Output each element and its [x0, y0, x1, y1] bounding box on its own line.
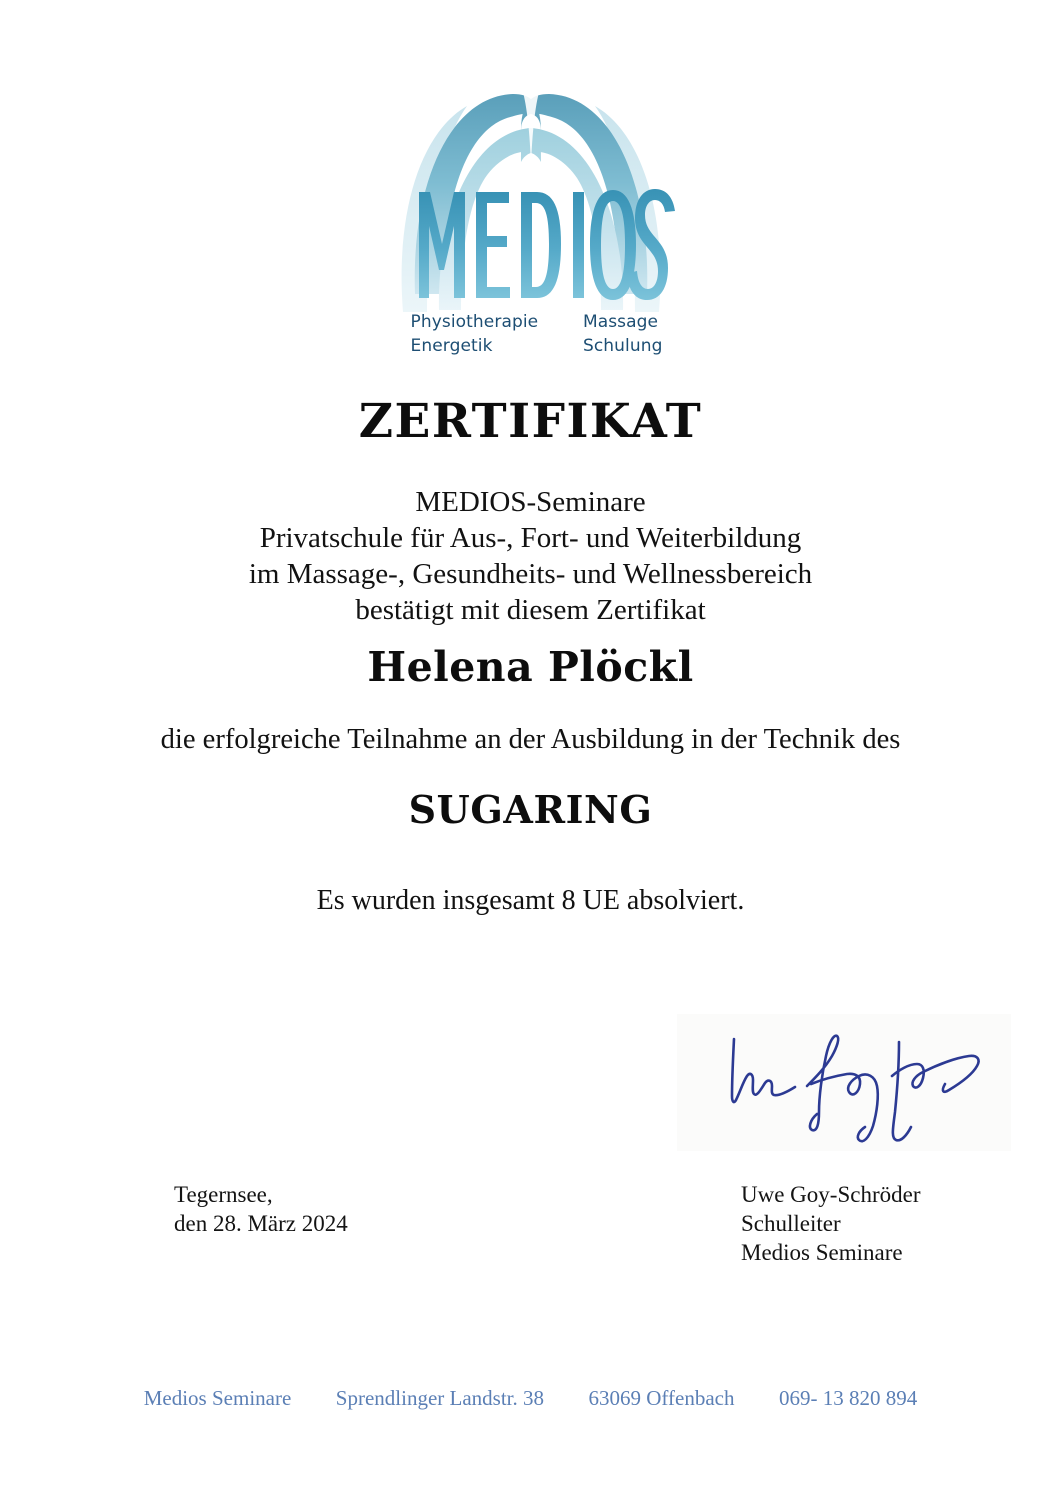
- footer-street: Sprendlinger Landstr. 38: [335, 1386, 545, 1410]
- logo-caption-massage: Massage: [582, 312, 659, 332]
- place: Tegernsee,: [174, 1182, 273, 1207]
- logo-caption-right: [583, 310, 681, 358]
- signature-image: [677, 1014, 1011, 1151]
- footer-city: 63069 Offenbach: [588, 1386, 735, 1410]
- medios-logo: [0, 62, 1061, 372]
- logo-caption-energetik: Energetik: [410, 336, 493, 357]
- handwritten-signature-icon: [677, 1014, 1011, 1151]
- signer-role: Schulleiter: [741, 1211, 841, 1236]
- logo-caption-schulung: Schulung: [582, 336, 663, 357]
- footer-organization: Medios Seminare: [143, 1386, 292, 1410]
- signer-name: Uwe Goy-Schröder: [741, 1182, 921, 1207]
- intro-line-3: im Massage-, Gesundheits- und Wellnessbereich: [248, 558, 813, 590]
- logo-inner: [381, 62, 681, 372]
- certificate-intro: [0, 484, 1061, 628]
- place-and-date: [174, 1180, 348, 1238]
- logo-caption-physiotherapie: Physiotherapie: [410, 312, 539, 332]
- footer-phone: 069- 13 820 894: [779, 1386, 918, 1410]
- certificate-title: ZERTIFIKAT: [358, 394, 703, 449]
- signer-organization: Medios Seminare: [741, 1240, 903, 1265]
- date: den 28. März 2024: [174, 1211, 348, 1236]
- intro-line-4: bestätigt mit diesem Zertifikat: [355, 594, 706, 626]
- logo-caption-left: [389, 310, 539, 358]
- intro-line-2: Privatschule für Aus-, Fort- und Weiterbildung: [259, 522, 802, 554]
- intro-line-1: MEDIOS-Seminare: [415, 486, 646, 518]
- achievement-line: die erfolgreiche Teilnahme an der Ausbildung in der Technik des: [160, 723, 901, 755]
- course-name: SUGARING: [408, 787, 653, 832]
- recipient-name: Helena Plöckl: [367, 643, 694, 691]
- page-footer: [0, 1386, 1061, 1411]
- units-line: Es wurden insgesamt 8 UE absolviert.: [316, 885, 745, 916]
- logo-caption-row: [389, 310, 681, 358]
- signer-block: [741, 1180, 920, 1267]
